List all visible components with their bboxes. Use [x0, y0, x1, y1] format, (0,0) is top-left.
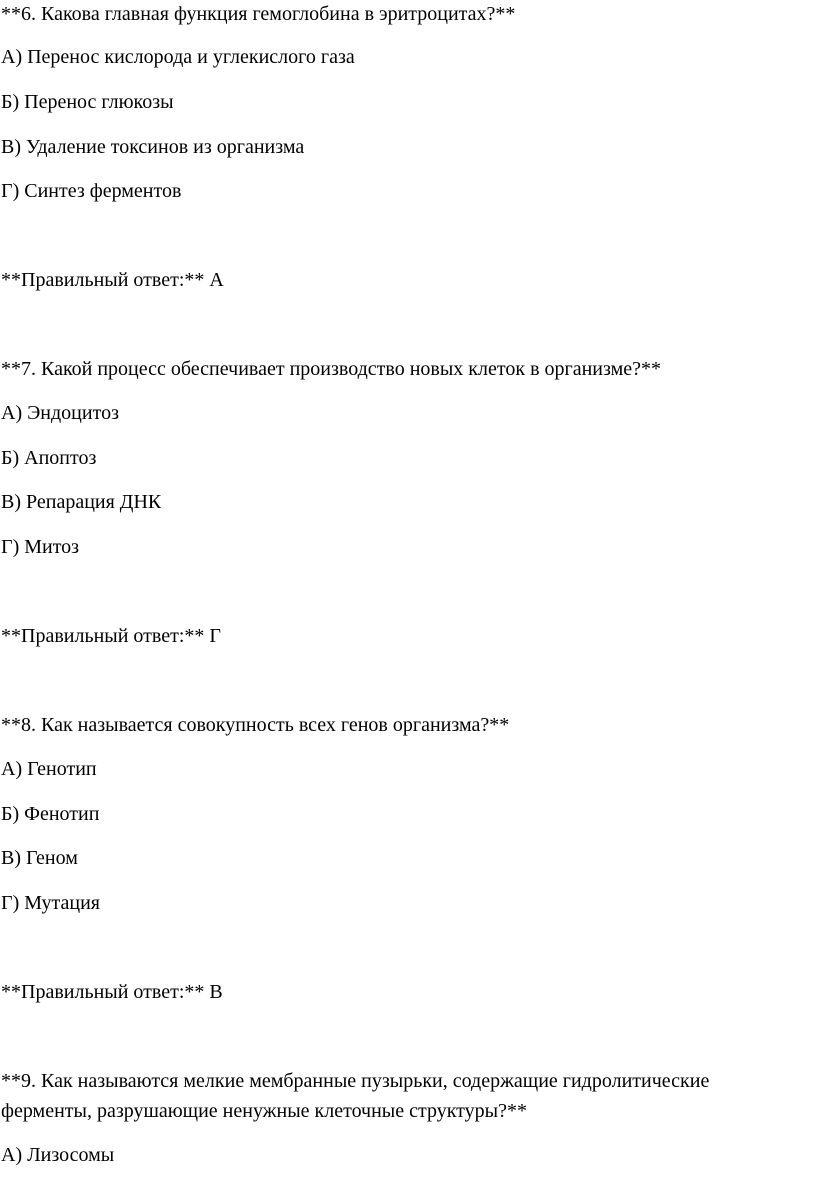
question-7-text: **7. Какой процесс обеспечивает производство новых клеток в организме?** [1, 358, 662, 380]
question-7-option-b: Б) Апоптоз [1, 447, 97, 469]
question-7-option-v: В) Репарация ДНК [1, 491, 162, 513]
question-8-text: **8. Как называется совокупность всех генов организма?** [1, 714, 510, 736]
question-6-option-b: Б) Перенос глюкозы [1, 91, 174, 113]
question-9-option-a: А) Лизосомы [1, 1144, 115, 1166]
question-6-option-v: В) Удаление токсинов из организма [1, 136, 305, 158]
question-8-option-v: В) Геном [1, 847, 78, 869]
question-7-option-a: А) Эндоцитоз [1, 402, 119, 424]
question-8-option-g: Г) Мутация [1, 892, 100, 914]
question-6-text: **6. Какова главная функция гемоглобина в эритроцитах?** [1, 3, 516, 25]
question-9-text-line-1: **9. Как называются мелкие мембранные пузырьки, содержащие гидролитические [1, 1070, 710, 1092]
question-6-option-a: А) Перенос кислорода и углекислого газа [1, 46, 355, 68]
question-6-answer: **Правильный ответ:** А [1, 269, 224, 291]
question-8-answer: **Правильный ответ:** В [1, 981, 223, 1003]
question-8-option-a: А) Генотип [1, 758, 97, 780]
question-7-option-g: Г) Митоз [1, 536, 80, 558]
question-7-answer: **Правильный ответ:** Г [1, 625, 221, 647]
question-8-option-b: Б) Фенотип [1, 803, 100, 825]
question-6-option-g: Г) Синтез ферментов [1, 180, 182, 202]
question-9-text-line-2: ферменты, разрушающие ненужные клеточные структуры?** [1, 1100, 527, 1122]
